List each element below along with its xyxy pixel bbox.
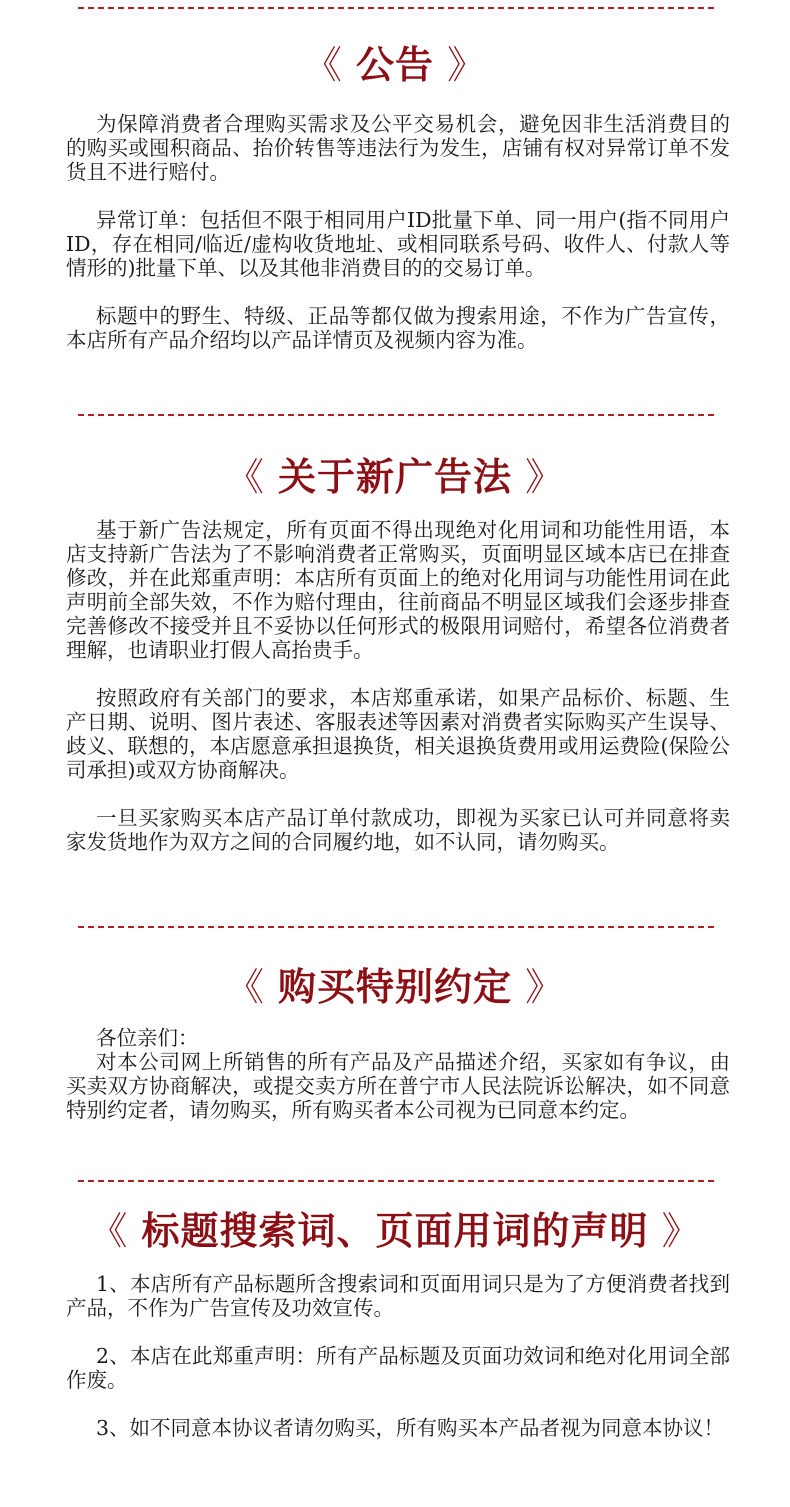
list-item: 3、如不同意本协议者请勿购买，所有购买本产品者视为同意本协议！ [96, 1416, 725, 1440]
paragraph: 一旦买家购买本店产品订单付款成功，即视为买家已认可并同意将卖家发货地作为双方之间的合同履约地，如不认同，请勿购买。 [66, 806, 730, 854]
open-bracket: 《 [225, 965, 278, 1009]
paragraph: 按照政府有关部门的要求，本店郑重承诺，如果产品标价、标题、生产日期、说明、图片表述、客服表述等因素对消费者实际购买产生误导、歧义、联想的，本店愿意承担退换货，相关退换货费用或用运费险(保险公司承担)或双方协商解决。 [66, 686, 730, 782]
close-bracket: 》 [512, 965, 565, 1009]
open-bracket: 《 [303, 43, 356, 87]
section-title-text: 标题搜索词、页面用词的声明 [141, 1209, 649, 1253]
section-body-notice [66, 112, 730, 352]
section-title-notice [0, 42, 790, 88]
paragraph: 为保障消费者合理购买需求及公平交易机会，避免因非生活消费目的的购买或囤积商品、抬价转售等违法行为发生，店铺有权对异常订单不发货且不进行赔付。 [66, 112, 730, 184]
paragraph: 异常订单：包括但不限于相同用户ID批量下单、同一用户(指不同用户ID，存在相同/临近/虚构收货地址、或相同联系号码、收件人、付款人等情形的)批量下单、以及其他非消费目的的交易订单。 [66, 208, 730, 280]
open-bracket: 《 [89, 1209, 142, 1253]
section-divider [78, 414, 714, 416]
paragraph: 标题中的野生、特级、正品等都仅做为搜索用途，不作为广告宣传，本店所有产品介绍均以产品详情页及视频内容为准。 [66, 304, 730, 352]
close-bracket: 》 [648, 1209, 701, 1253]
section-divider [78, 926, 714, 928]
open-bracket: 《 [225, 455, 278, 499]
section-divider [78, 1180, 714, 1182]
list-item: 2、本店在此郑重声明：所有产品标题及页面功效词和绝对化用词全部作废。 [66, 1344, 730, 1392]
close-bracket: 》 [512, 455, 565, 499]
section-title-special-agreement [0, 964, 790, 1010]
greeting: 各位亲们： [96, 1026, 199, 1050]
paragraph: 对本公司网上所销售的所有产品及产品描述介绍，买家如有争议，由买卖双方协商解决，或提交卖方所在普宁市人民法院诉讼解决，如不同意特别约定者，请勿购买，所有购买者本公司视为已同意本约定。 [66, 1050, 730, 1122]
paragraph: 基于新广告法规定，所有页面不得出现绝对化用词和功能性用语，本店支持新广告法为了不影响消费者正常购买，页面明显区域本店已在排查修改，并在此郑重声明：本店所有页面上的绝对化用词与功能性用词在此声明前全部失效，不作为赔付理由，往前商品不明显区域我们会逐步排查完善修改不接受并且不妥协以任何形式的极限用词赔付，希望各位消费者理解，也请职业打假人高抬贵手。 [66, 518, 730, 662]
section-divider [78, 7, 714, 9]
list-item: 1、本店所有产品标题所含搜索词和页面用词只是为了方便消费者找到产品，不作为广告宣传及功效宣传。 [66, 1272, 730, 1320]
section-title-text: 公告 [355, 43, 434, 87]
section-body-new-ad-law [66, 518, 730, 854]
section-body-special-agreement [66, 1026, 730, 1122]
section-body-keyword-statement [66, 1272, 730, 1440]
section-title-text: 关于新广告法 [277, 455, 512, 499]
section-title-new-ad-law [0, 454, 790, 500]
section-title-text: 购买特别约定 [277, 965, 512, 1009]
section-title-keyword-statement [0, 1208, 790, 1254]
close-bracket: 》 [434, 43, 487, 87]
